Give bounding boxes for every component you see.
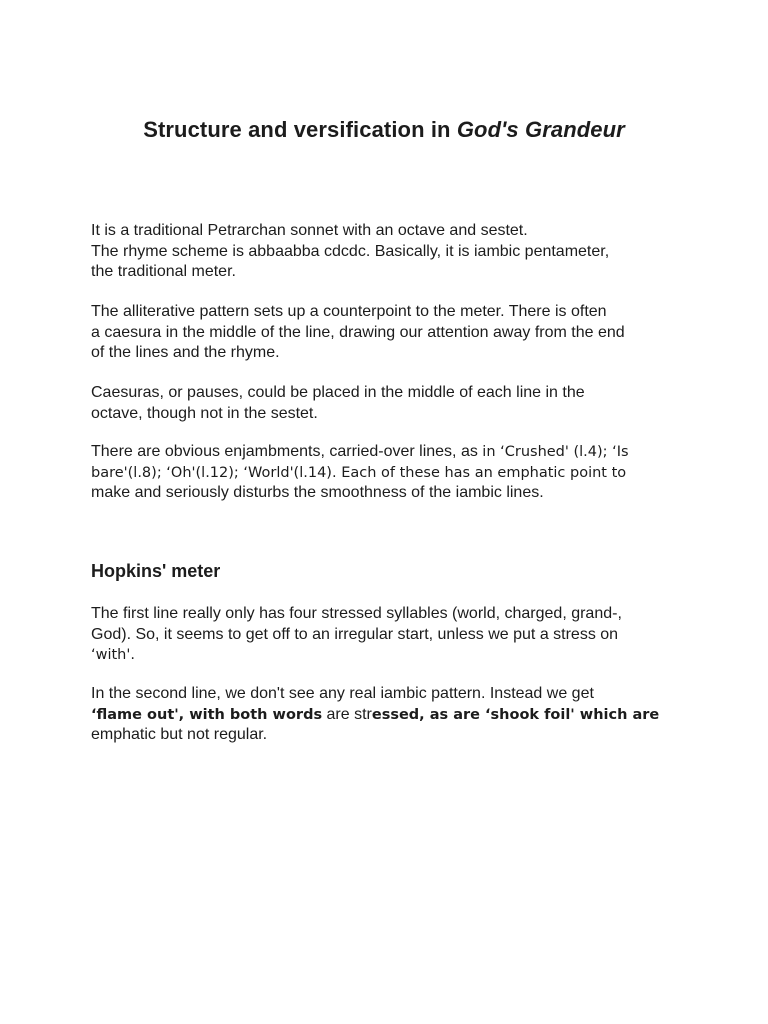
quoted-examples: bare'(l.8); ‘Oh'(l.12); ‘World'(l.14). [91,464,342,481]
quoted-examples: in ‘Crushed' (l.4); ‘Is [482,444,629,460]
title-italic: God's Grandeur [456,117,625,142]
paragraph-first-line [91,604,691,666]
quoted-phrase: essed, as are ‘shook foil' which are [371,706,660,723]
quoted-phrase: ‘flame out', with both words [91,706,323,723]
paragraph-line: a caesura in the middle of the line, drawing our attention away from the end [91,323,625,341]
paragraph-enjambments [91,442,691,504]
paragraph-line: octave, though not in the sestet. [91,404,318,422]
emphatic-note: Each of these has an emphatic point to [341,464,627,481]
paragraph-alliteration [91,302,691,364]
paragraph-line: Caesuras, or pauses, could be placed in the middle of each line in the [91,384,585,401]
paragraph-line: emphatic but not regular. [91,726,268,743]
paragraph-sonnet-form [91,221,691,283]
paragraph-line: The alliterative pattern sets up a counterpoint to the meter. There is often [91,303,607,320]
paragraph-line: In the second line, we don't see any real iambic pattern. Instead we get [91,685,594,702]
title-main: Structure and versification in [143,117,457,142]
quoted-word: ‘with'. [91,647,135,663]
page-title [0,117,768,143]
paragraph-line: It is a traditional Petrarchan sonnet with an octave and sestet. [91,222,528,239]
paragraph-line: God). So, it seems to get off to an irregular start, unless we put a stress on [91,625,619,643]
paragraph-line: The first line really only has four stressed syllables (world, charged, grand-, [91,605,622,622]
paragraph-caesuras [91,383,691,424]
paragraph-line: the traditional meter. [91,263,236,280]
paragraph-line: make and seriously disturbs the smoothness of the iambic lines. [91,484,544,501]
paragraph-line: The rhyme scheme is abbaabba cdcdc. Basically, it is iambic pentameter, [91,242,610,260]
paragraph-line: of the lines and the rhyme. [91,344,280,361]
paragraph-line: There are obvious enjambments, carried-over lines, as [91,443,483,460]
paragraph-fragment: are str [322,705,372,723]
paragraph-second-line [91,684,691,746]
section-heading: Hopkins' meter [91,561,221,581]
